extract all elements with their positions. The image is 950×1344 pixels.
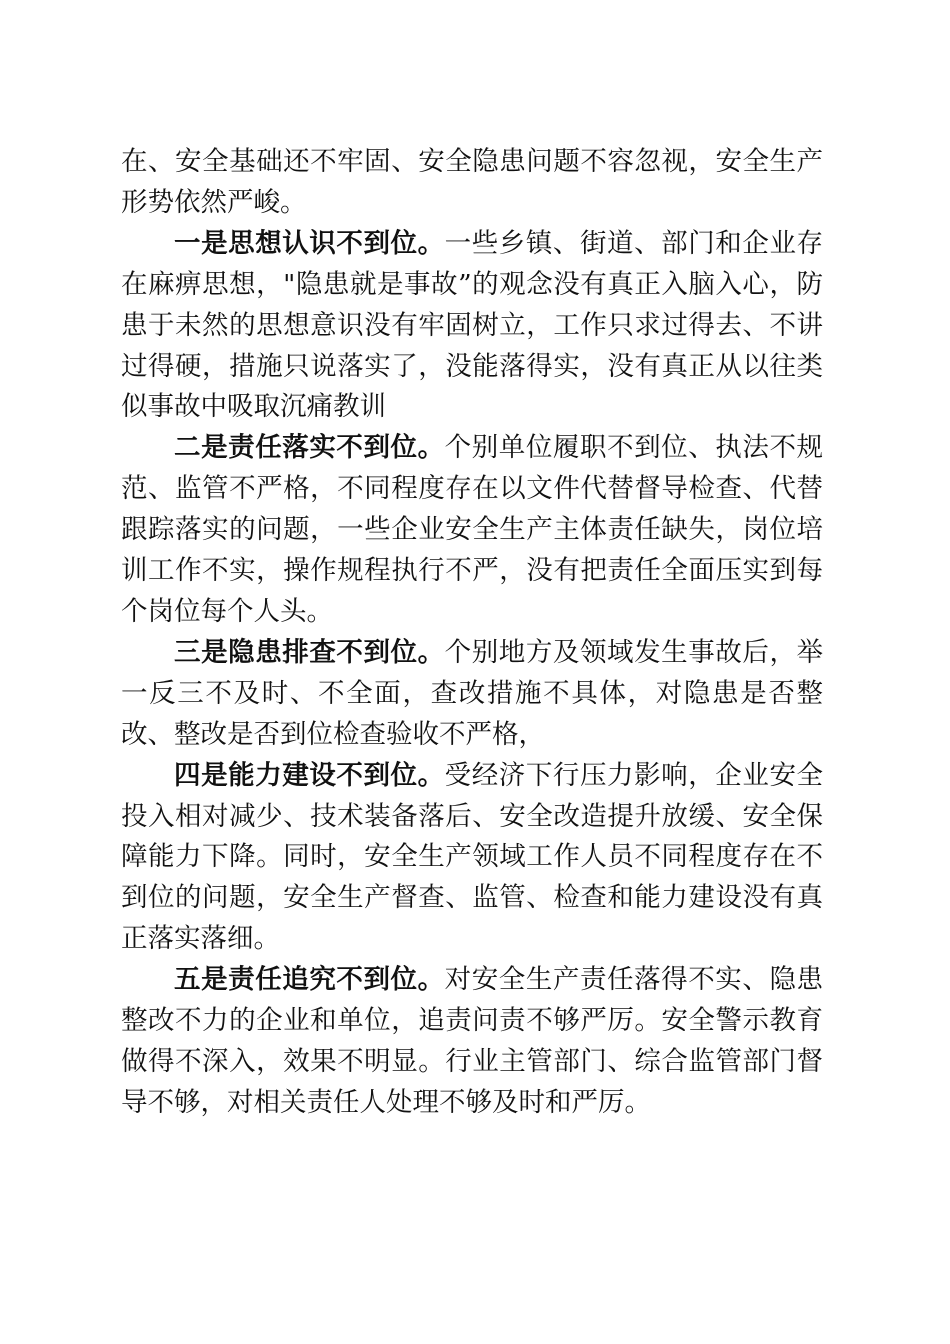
paragraph-text: 个别单位履职不到位、执法不规范、监管不严格，不同程度存在以文件代替督导检查、代替跟踪落实的问题，一些企业安全生产主体责任缺失，岗位培训工作不实，操作规程执行不严，没有把责任全面压实到每个岗位每个人头。 bbox=[121, 432, 824, 627]
paragraph-responsibility bbox=[121, 428, 823, 633]
paragraph-lead: 五是责任追究不到位。 bbox=[174, 964, 445, 996]
paragraph-lead: 二是责任落实不到位。 bbox=[174, 432, 445, 464]
paragraph-accountability bbox=[121, 960, 823, 1124]
paragraph-text: 在、安全基础还不牢固、安全隐患问题不容忽视，安全生产形势依然严峻。 bbox=[121, 146, 823, 218]
paragraph-text: 对安全生产责任落得不实、隐患整改不力的企业和单位，追责问责不够严厉。安全警示教育做得不深入，效果不明显。行业主管部门、综合监管部门督导不够，对相关责任人处理不够及时和严厉。 bbox=[121, 964, 824, 1118]
paragraph-lead: 三是隐患排查不到位。 bbox=[174, 636, 445, 668]
paragraph-lead: 四是能力建设不到位。 bbox=[174, 759, 445, 791]
paragraph-hazard-inspection bbox=[121, 633, 823, 756]
document-body bbox=[121, 142, 823, 1124]
paragraph-ideology bbox=[121, 224, 823, 429]
paragraph-text: 受经济下行压力影响，企业安全投入相对减少、技术装备落后、安全改造提升放缓、安全保障能力下降。同时，安全生产领域工作人员不同程度存在不到位的问题，安全生产督查、监管、检查和能力建设没有真正落实落细。 bbox=[121, 759, 824, 955]
paragraph-lead: 一是思想认识不到位。 bbox=[174, 227, 445, 259]
paragraph-text: 一些乡镇、街道、部门和企业存在麻痹思想，"隐患就是事故”的观念没有真正入脑入心，防患于未然的思想意识没有牢固树立，工作只求过得去、不讲过得硬，措施只说落实了，没能落得实，没有真正从以往类似事故中吸取沉痛教训 bbox=[121, 227, 824, 423]
paragraph-capacity-building bbox=[121, 756, 823, 961]
paragraph-text: 个别地方及领域发生事故后，举一反三不及时、不全面，查改措施不具体，对隐患是否整改、整改是否到位检查验收不严格， bbox=[121, 636, 824, 750]
paragraph-continuation bbox=[121, 142, 823, 224]
